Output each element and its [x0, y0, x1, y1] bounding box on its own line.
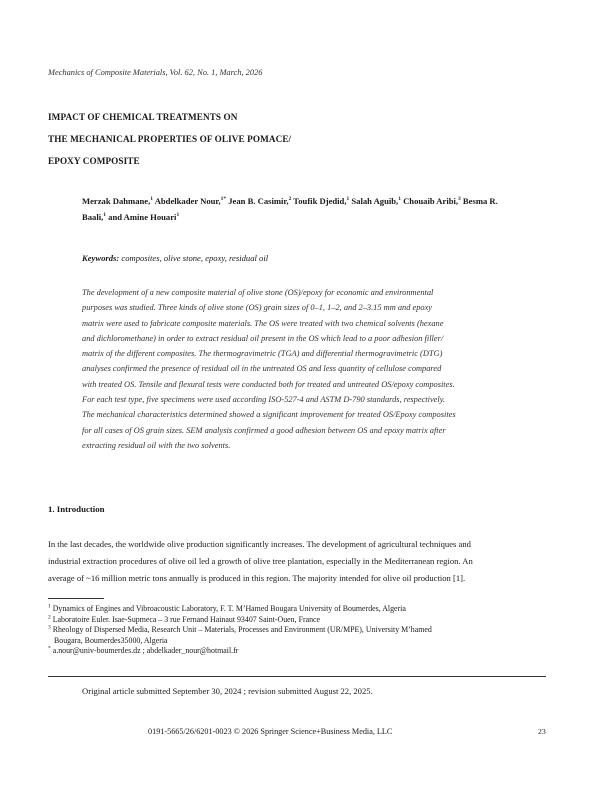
section-heading: 1. Introduction — [48, 504, 105, 514]
paragraph-line: average of ~16 million metric tons annually is produced in this region. The majority intended for olive oil production [1]. — [48, 573, 466, 583]
affiliation-mark: 1 — [346, 196, 350, 203]
abstract-line: and dichloromethane) in order to extract residual oil present in the OS which lead to a poor adhesion filler/ — [82, 333, 444, 343]
author-name: Merzak Dahmane, — [82, 196, 151, 206]
abstract-line: For each test type, five specimens were used according ISO-527-4 and ASTM D-790 standards, respectively. — [82, 395, 446, 405]
submission-divider — [48, 676, 546, 677]
keywords-label: Keywords: — [82, 253, 120, 263]
abstract-line: matrix of the different composites. The thermogravimetric (TGA) and differential thermogravimetric (DTG) — [82, 349, 443, 359]
author-name: Chouaib Aribi, — [400, 196, 459, 206]
abstract-line: purposes was studied. Three kinds of olive stone (OS) grain sizes of 0–1, 1–2, and 2–3.15 mm and epoxy — [82, 303, 433, 313]
footnote-continuation — [48, 636, 548, 647]
affiliation-mark: 3 — [458, 196, 461, 203]
abstract-line: The mechanical characteristics determined showed a significant improvement for treated OS/Epoxy composites — [82, 410, 456, 420]
footnote — [48, 625, 548, 636]
affiliation-mark: 1* — [220, 196, 227, 203]
footnote-mark: 1 — [48, 603, 51, 610]
footnote — [48, 604, 548, 615]
submission-note: Original article submitted September 30, 2024 ; revision submitted August 22, 2025. — [82, 686, 373, 696]
footnote-text: Dynamics of Engines and Vibroacoustic Laboratory, F. T. M’Hamed Bougara University of Boumerdes, Algeria — [50, 604, 406, 613]
abstract-line: with treated OS. Tensile and flexural tests were conducted both for treated and untreated OS/epoxy composites. — [82, 379, 455, 389]
footnotes — [48, 604, 548, 657]
author-name: Jean B. Casimir, — [226, 196, 289, 206]
paragraph-line: industrial extraction procedures of olive oil led a growth of olive tree plantation, especially in the Mediterranean region. An — [48, 556, 473, 566]
footnote — [48, 646, 548, 657]
footnote-mark: 3 — [48, 624, 51, 631]
author-list — [82, 193, 522, 225]
abstract-line: for all cases of OS grain sizes. SEM analysis confirmed a good adhesion between OS and epoxy matrix after — [82, 425, 446, 435]
footnote-mark: * — [48, 645, 51, 652]
title-line-1: IMPACT OF CHEMICAL TREATMENTS ON — [48, 112, 238, 122]
journal-reference: Mechanics of Composite Materials, Vol. 62, No. 1, March, 2026 — [48, 68, 263, 77]
author-name: Salah Aguib, — [349, 196, 399, 206]
copyright-footer: 0191-5665/26/6201-0023 © 2026 Springer Science+Business Media, LLC — [148, 727, 393, 736]
paper-title — [48, 106, 291, 172]
footnote-mark: 2 — [48, 613, 51, 620]
keywords-text: composites, olive stone, epoxy, residual oil — [119, 253, 269, 263]
abstract-line: extracting residual oil with the two solvents. — [82, 440, 231, 450]
footnote-text: a.nour@univ-boumerdes.dz ; abdelkader_nour@hotmail.fr — [50, 646, 239, 656]
abstract — [82, 285, 534, 453]
keywords — [82, 253, 268, 263]
abstract-line: The development of a new composite material of olive stone (OS)/epoxy for economic and environmental — [82, 288, 434, 297]
affiliation-mark: 2 — [288, 196, 292, 203]
page-number: 23 — [538, 727, 546, 736]
title-line-3: EPOXY COMPOSITE — [48, 156, 140, 166]
footnote-text: Laboratoire Euler. Isae-Supmeca – 3 rue Fernand Hainaut 93407 Saint-Ouen, France — [50, 614, 321, 624]
abstract-line: matrix were used to fabricate composite materials. The OS were treated with two chemical solvents (hexane — [82, 318, 444, 328]
author-name: Besma R. Baali, — [82, 196, 498, 222]
author-name: and Amine Houari — [106, 212, 177, 222]
abstract-line: analyses confirmed the presence of residual oil in the untreated OS and less quantity of cellulose compared — [82, 364, 442, 374]
footnote-text: Bougara, Boumerdes35000, Algeria — [54, 635, 168, 645]
author-name: Toufik Djedid, — [291, 196, 347, 206]
affiliation-mark: 1 — [398, 196, 401, 203]
affiliation-mark: 1 — [176, 212, 180, 219]
footnote — [48, 615, 548, 626]
affiliation-mark: 1 — [150, 196, 154, 203]
footnote-divider — [48, 598, 104, 599]
footnote-text: Rheology of Dispersed Media, Research Unit – Materials, Processes and Environment (UR/MPE), University M’hamed — [50, 625, 432, 635]
title-line-2: THE MECHANICAL PROPERTIES OF OLIVE POMACE/ — [48, 134, 292, 144]
introduction-paragraph — [48, 536, 548, 587]
affiliation-mark: 1 — [103, 212, 106, 219]
author-name: Abdelkader Nour, — [153, 196, 221, 206]
paragraph-line: In the last decades, the worldwide olive production significantly increases. The development of agricultural techniques and — [48, 539, 471, 549]
